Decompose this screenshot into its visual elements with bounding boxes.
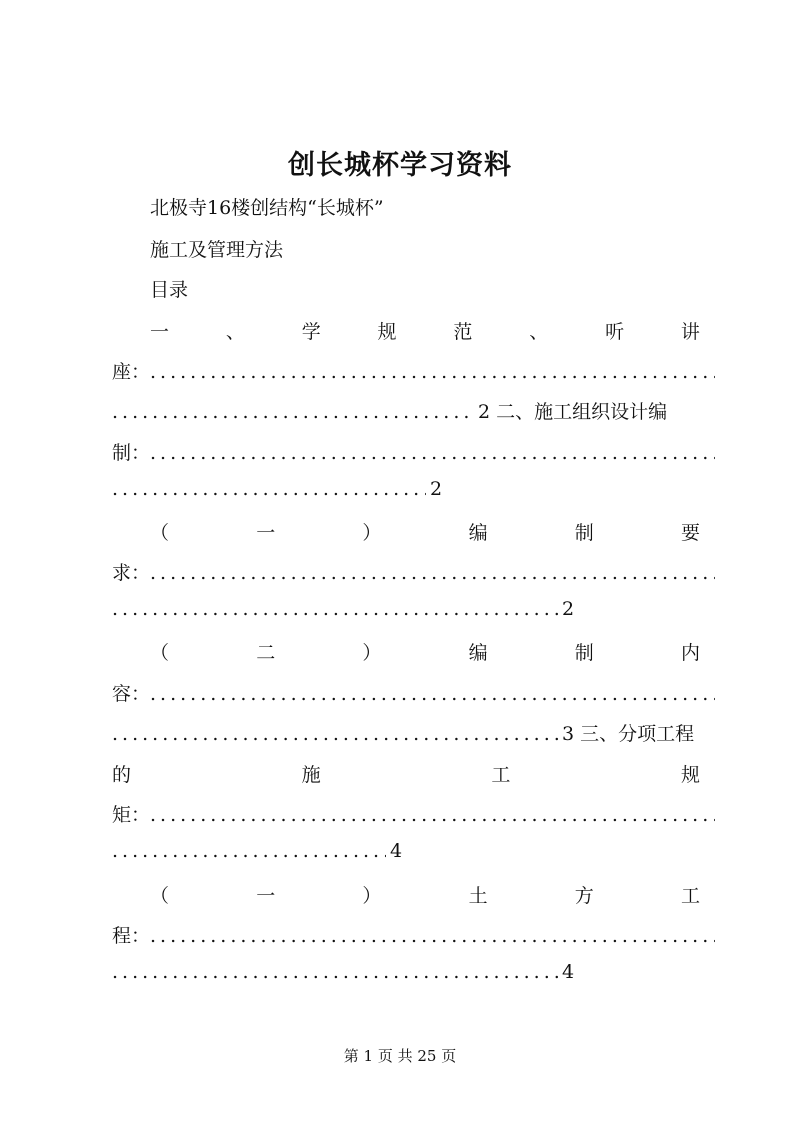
toc-char: 方 — [574, 885, 594, 907]
toc-char: 、 — [529, 321, 549, 343]
dot-leader — [112, 401, 474, 423]
toc-char: 规 — [680, 764, 700, 786]
toc-char: 制 — [574, 642, 594, 664]
subtitle-line-2: 施工及管理方法 — [150, 239, 284, 261]
dot-leader — [150, 562, 715, 584]
dot-leader — [112, 478, 426, 500]
toc-char: 工 — [680, 885, 700, 907]
toc-heading: 目录 — [150, 279, 189, 301]
toc-entry-4-tail — [112, 719, 715, 746]
toc-entry-6-page: 4 — [562, 961, 575, 983]
toc-char: （ — [150, 522, 170, 544]
page-footer: 第 1 页 共 25 页 — [343, 1047, 457, 1065]
toc-char: 听 — [605, 321, 625, 343]
toc-entry-6-leader — [112, 921, 715, 948]
toc-char: 内 — [680, 642, 700, 664]
toc-char: 范 — [453, 321, 473, 343]
toc-entry-6-continuation: 程： — [112, 925, 151, 947]
toc-char: 编 — [468, 642, 488, 664]
toc-entry-1-continuation: 座： — [112, 361, 151, 383]
toc-entry-4-page: 3 三、分项工程 — [562, 723, 695, 745]
toc-entry-5-page: 4 — [390, 840, 403, 862]
toc-char: 一 — [256, 885, 276, 907]
dot-leader — [112, 723, 558, 745]
toc-entry-2-leader — [112, 438, 715, 465]
toc-entry-2-label: 制： — [112, 442, 151, 464]
toc-entry-5-tail — [112, 840, 715, 862]
toc-entry-3-page: 2 — [562, 598, 575, 620]
toc-entry-6-tail — [112, 961, 715, 983]
toc-char: 编 — [468, 522, 488, 544]
toc-entry-5-continuation: 矩： — [112, 804, 151, 826]
toc-char: 土 — [468, 885, 488, 907]
toc-char: 学 — [301, 321, 321, 343]
subtitle-line-1: 北极寺16楼创结构“长城杯” — [150, 197, 384, 219]
dot-leader — [112, 961, 558, 983]
toc-char: 工 — [491, 764, 511, 786]
dot-leader — [112, 598, 558, 620]
toc-entry-4-continuation: 容： — [112, 683, 151, 705]
toc-entry-2-page: 2 — [430, 478, 443, 500]
dot-leader — [150, 925, 715, 947]
toc-entry-5-heading — [112, 760, 700, 787]
toc-char: （ — [150, 885, 170, 907]
toc-char: 的 — [112, 764, 132, 786]
toc-char: 规 — [377, 321, 397, 343]
toc-char: （ — [150, 642, 170, 664]
dot-leader — [150, 442, 715, 464]
toc-char: 要 — [680, 522, 700, 544]
toc-char: 二 — [256, 642, 276, 664]
toc-entry-1-tail — [112, 397, 715, 424]
dot-leader — [150, 361, 715, 383]
toc-entry-6-heading — [150, 881, 700, 908]
dot-leader — [150, 804, 715, 826]
toc-entry-2-tail — [112, 478, 715, 500]
toc-char: ） — [362, 642, 382, 664]
toc-entry-3-heading — [150, 518, 700, 545]
toc-char: ） — [362, 522, 382, 544]
toc-char: 一 — [150, 321, 170, 343]
toc-char: 讲 — [680, 321, 700, 343]
toc-entry-5-leader — [112, 800, 715, 827]
toc-char: 施 — [301, 764, 321, 786]
toc-entry-3-continuation: 求： — [112, 562, 151, 584]
document-title: 创长城杯学习资料 — [288, 150, 512, 181]
toc-char: 一 — [256, 522, 276, 544]
toc-char: 制 — [574, 522, 594, 544]
toc-entry-4-leader — [112, 679, 715, 706]
dot-leader — [112, 840, 386, 862]
toc-char: 、 — [225, 321, 245, 343]
toc-char: ） — [362, 885, 382, 907]
toc-entry-1-leader — [112, 357, 715, 384]
dot-leader — [150, 683, 715, 705]
toc-entry-3-leader — [112, 558, 715, 585]
toc-entry-1-heading — [150, 317, 700, 344]
toc-entry-1-page: 2 二、施工组织设计编 — [478, 401, 668, 423]
toc-entry-4-heading — [150, 638, 700, 665]
toc-entry-3-tail — [112, 598, 715, 620]
